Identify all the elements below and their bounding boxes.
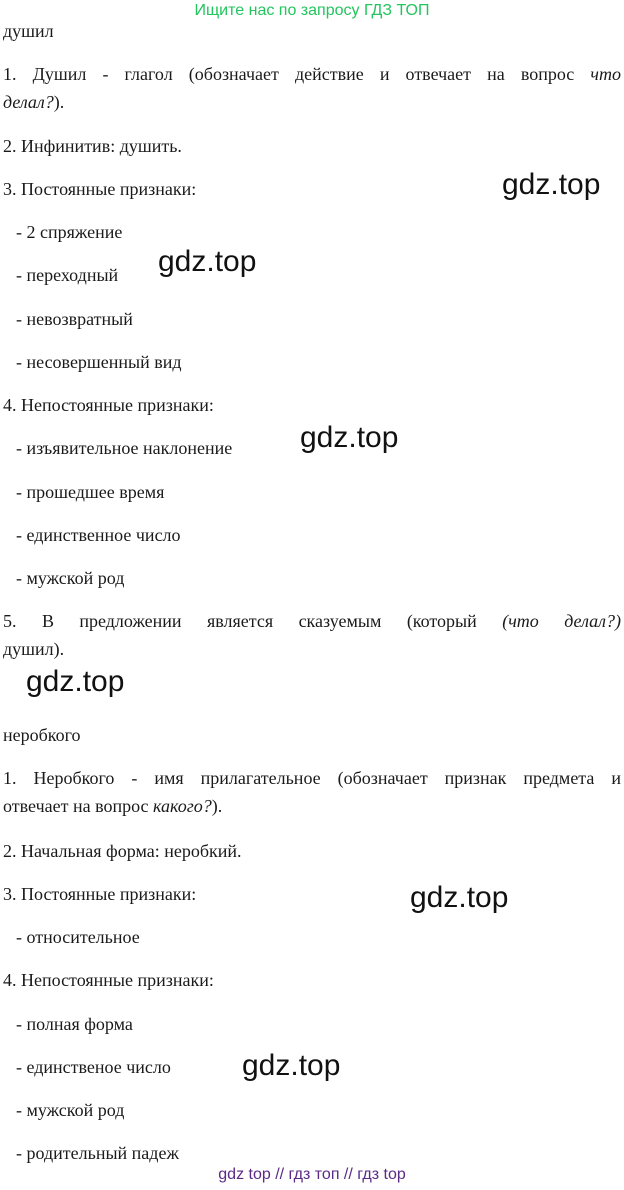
word-heading-2: неробкого <box>3 725 81 745</box>
s1-point1-line2: делал?). <box>3 92 65 112</box>
s2-const-item: - относительное <box>16 927 140 947</box>
s1-point1-line1: 1. Душил - глагол (обозначает действие и отвечает на вопрос что <box>3 64 621 84</box>
s2-point1-line2: отвечает на вопрос какого?). <box>3 796 223 816</box>
watermark: gdz.top <box>158 245 257 278</box>
s2-point4: 4. Непостоянные признаки: <box>3 970 214 990</box>
watermark: gdz.top <box>242 1049 341 1082</box>
s1-point5-line1: 5. В предложении является сказуемым (который (что делал?) <box>3 611 621 631</box>
s1-nonconst-item: - прошедшее время <box>16 482 165 502</box>
s2-nonconst-item: - единственое число <box>16 1057 171 1077</box>
s2-nonconst-item: - родительный падеж <box>16 1143 179 1163</box>
s1-const-item: - 2 спряжение <box>16 222 123 242</box>
watermark: gdz.top <box>26 665 125 698</box>
s1-const-item: - несовершенный вид <box>16 352 182 372</box>
s2-point2: 2. Начальная форма: неробкий. <box>3 841 242 861</box>
s1-point3: 3. Постоянные признаки: <box>3 179 197 199</box>
watermark: gdz.top <box>300 421 399 454</box>
s1-const-item: - невозвратный <box>16 309 133 329</box>
s2-point3: 3. Постоянные признаки: <box>3 884 197 904</box>
s1-nonconst-item: - изъявительное наклонение <box>16 438 233 458</box>
watermark: gdz.top <box>502 168 601 201</box>
s1-point5-line2: душил). <box>3 639 65 659</box>
s2-nonconst-item: - полная форма <box>16 1014 133 1034</box>
s1-nonconst-item: - мужской род <box>16 568 125 588</box>
s1-point2: 2. Инфинитив: душить. <box>3 136 182 156</box>
s1-nonconst-item: - единственное число <box>16 525 181 545</box>
top-banner: Ищите нас по запросу ГДЗ ТОП <box>194 2 430 19</box>
watermark: gdz.top <box>410 881 509 914</box>
s2-nonconst-item: - мужской род <box>16 1100 125 1120</box>
s1-const-item: - переходный <box>16 265 119 285</box>
s1-point4: 4. Непостоянные признаки: <box>3 395 214 415</box>
s2-point1-line1: 1. Неробкого - имя прилагательное (обозначает признак предмета и <box>3 768 621 788</box>
footer-links: gdz top // гдз топ // гдз top <box>218 1166 406 1183</box>
word-heading-1: душил <box>3 21 54 41</box>
